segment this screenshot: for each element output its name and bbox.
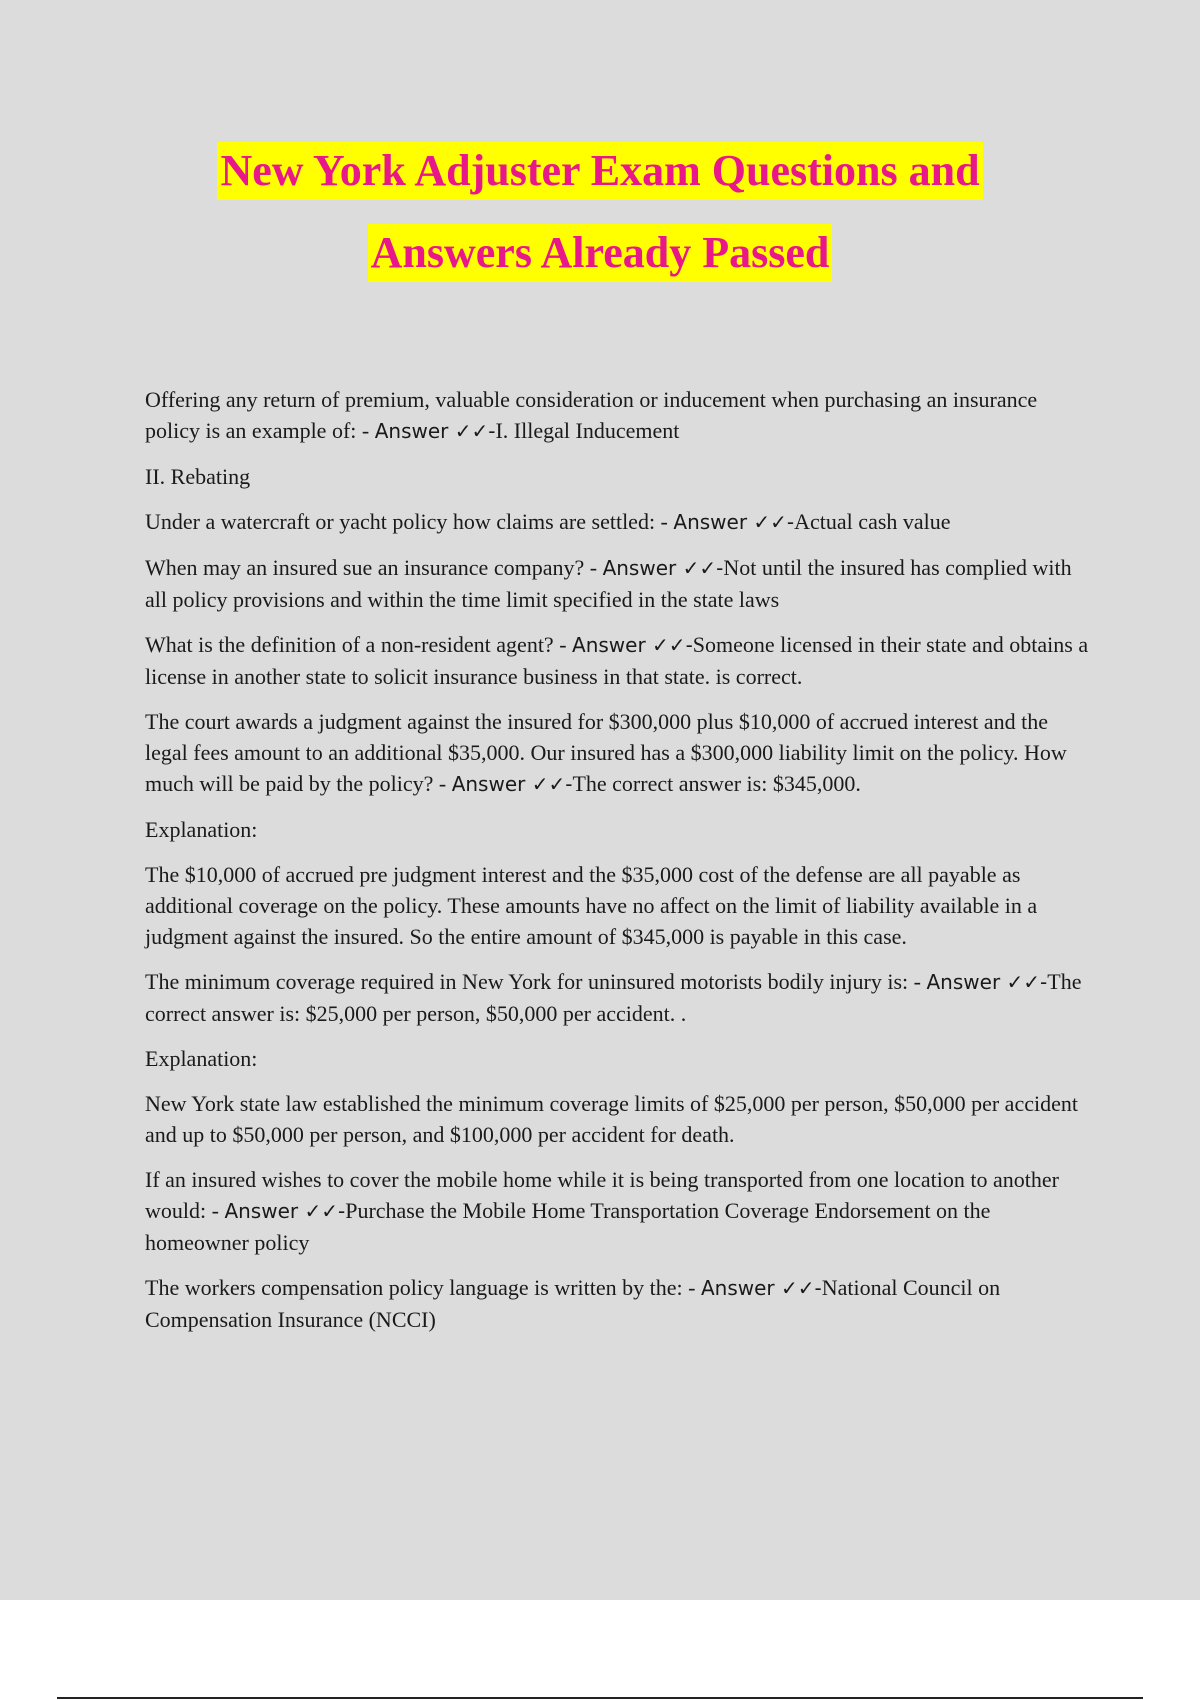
question-text: The minimum coverage required in New York for uninsured motorists bodily injury is: - — [145, 969, 927, 994]
question-text: Offering any return of premium, valuable consideration or inducement when purchasing an insurance policy is an example of: - — [145, 387, 1038, 443]
question-text: The court awards a judgment against the insured for $300,000 plus $10,000 of accrued interest and the legal fees amount to an additional $35,000. Our insured has a $300,000 liability limit on the policy. How much will be paid by the policy? - — [145, 709, 1067, 796]
qa-item — [145, 1272, 1095, 1335]
qa-item — [145, 706, 1095, 800]
question-text: The workers compensation policy language is written by the: - — [145, 1275, 701, 1300]
answer-continuation: II. Rebating — [145, 464, 251, 489]
question-text: If an insured wishes to cover the mobile home while it is being transported from one location to another would: - — [145, 1167, 1059, 1223]
answer-marker: Answer ✓✓- — [572, 633, 693, 657]
qa-content — [145, 384, 1095, 1349]
answer-text: Someone licensed in their state and obtains a license in another state to solicit insurance business in that state. is correct. — [145, 632, 1089, 689]
explanation-label: Explanation: — [145, 817, 258, 842]
question-text: Under a watercraft or yacht policy how claims are settled: - — [145, 509, 674, 534]
answer-text: I. Illegal Inducement — [495, 418, 680, 443]
question-text: What is the definition of a non-resident agent? - — [145, 632, 573, 657]
explanation-text: New York state law established the minimum coverage limits of $25,000 per person, $50,000 per accident and up to $50,000 per person, and $100,000 per accident for death. — [145, 1091, 1078, 1147]
document-title — [0, 142, 1200, 282]
explanation-label: Explanation: — [145, 1046, 258, 1071]
answer-marker: Answer ✓✓- — [374, 419, 496, 443]
answer-text: Not until the insured has complied with all policy provisions and within the time limit specified in the state laws — [145, 555, 1072, 612]
answer-marker: Answer ✓✓- — [602, 556, 724, 580]
answer-text: The correct answer is: $345,000. — [572, 771, 861, 796]
answer-marker: Answer ✓✓- — [700, 1276, 822, 1300]
answer-marker: Answer ✓✓- — [926, 970, 1048, 994]
footer-divider — [57, 1697, 1143, 1699]
answer-marker: Answer ✓✓- — [451, 772, 573, 796]
title-line-2: Answers Already Passed — [368, 224, 833, 282]
qa-item — [145, 966, 1095, 1029]
answer-marker: Answer ✓✓- — [673, 510, 795, 534]
qa-item — [145, 1164, 1095, 1258]
qa-item — [145, 552, 1095, 615]
question-text: When may an insured sue an insurance company? - — [145, 555, 603, 580]
qa-item — [145, 384, 1095, 447]
qa-item — [145, 506, 1095, 538]
title-line-1: New York Adjuster Exam Questions and — [217, 142, 982, 200]
answer-text: The correct answer is: $25,000 per person, $50,000 per accident. . — [145, 969, 1082, 1026]
answer-text: Purchase the Mobile Home Transportation Coverage Endorsement on the homeowner policy — [145, 1198, 991, 1255]
qa-item — [145, 629, 1095, 692]
answer-text: National Council on Compensation Insurance (NCCI) — [145, 1275, 1001, 1332]
answer-text: Actual cash value — [794, 509, 951, 534]
explanation-text: The $10,000 of accrued pre judgment interest and the $35,000 cost of the defense are all payable as additional coverage on the policy. These amounts have no affect on the limit of liability available in a judgment against the insured. So the entire amount of $345,000 is payable in this case. — [145, 862, 1038, 949]
answer-marker: Answer ✓✓- — [224, 1199, 346, 1223]
